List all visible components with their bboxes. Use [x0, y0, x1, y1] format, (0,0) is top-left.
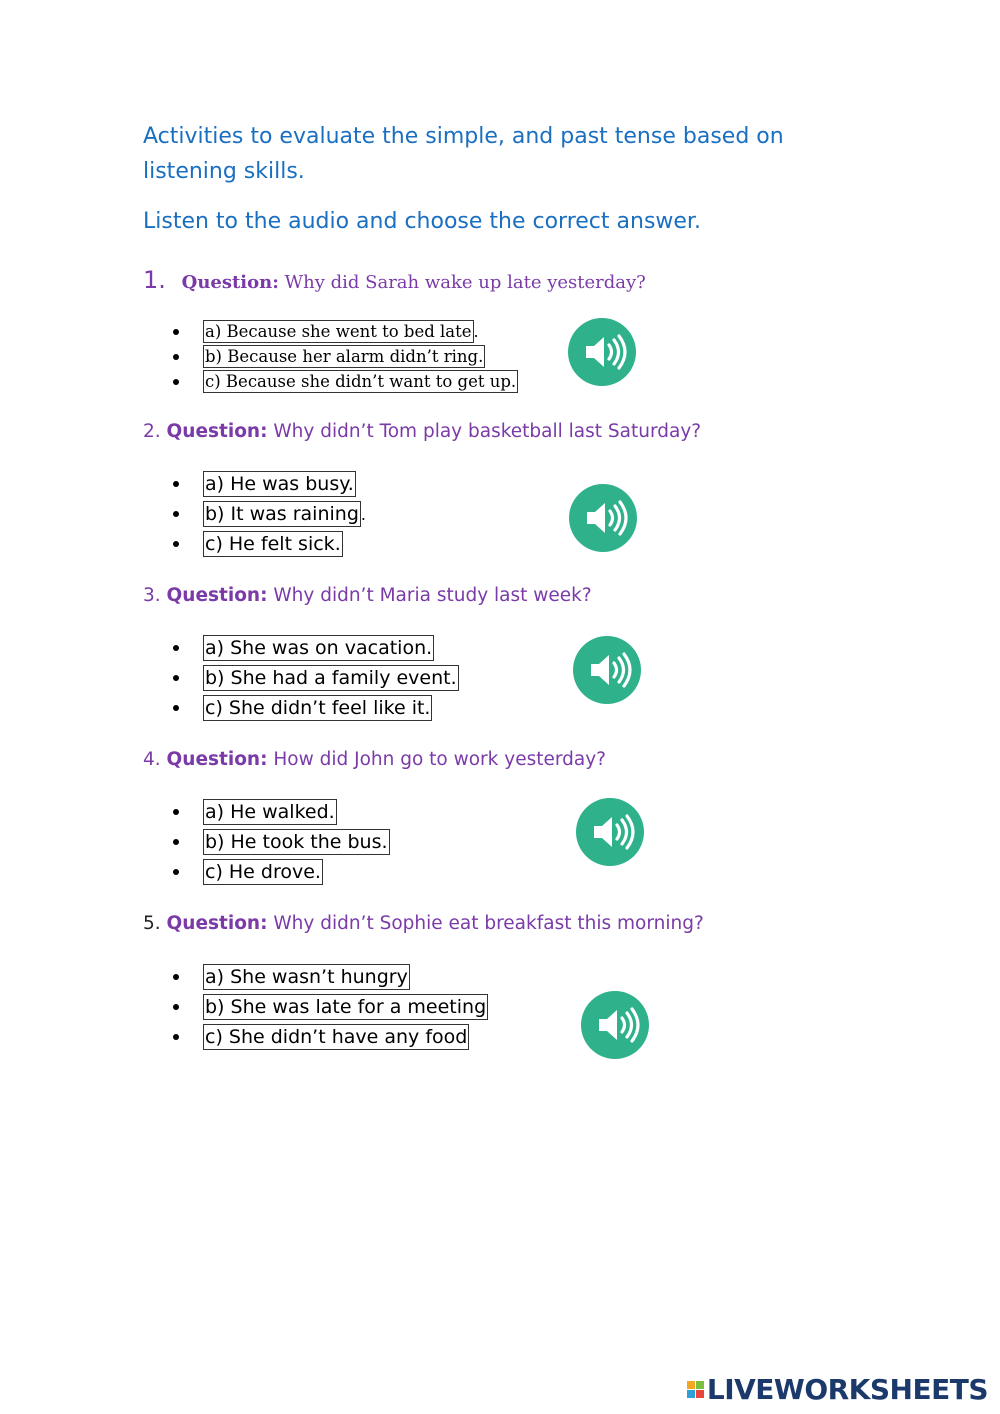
answer-options-3	[173, 633, 459, 723]
answer-box[interactable]: c) She didn’t feel like it.	[205, 697, 431, 719]
question-text: Why did Sarah wake up late yesterday?	[284, 272, 646, 293]
question-text: Why didn’t Tom play basketball last Saturday?	[273, 421, 702, 442]
answer-option	[173, 827, 390, 857]
audio-play-button-2[interactable]	[569, 484, 637, 552]
question-1	[143, 266, 646, 294]
answer-box[interactable]: b) He took the bus.	[205, 831, 388, 853]
question-label: Question:	[166, 913, 268, 934]
question-number: 3.	[143, 585, 161, 606]
liveworksheets-logo	[687, 1373, 988, 1406]
bullet-icon	[173, 839, 179, 845]
speaker-icon	[581, 991, 649, 1059]
worksheet-title: Activities to evaluate the simple, and past tense based on listening skills.	[143, 124, 784, 184]
bullet-icon	[173, 809, 179, 815]
answer-box[interactable]: a) He walked.	[205, 801, 335, 823]
audio-play-button-1[interactable]	[568, 318, 636, 386]
question-label: Question:	[166, 585, 268, 606]
bullet-icon	[173, 481, 179, 487]
answer-option	[173, 992, 488, 1022]
answer-options-2	[173, 469, 366, 559]
question-label: Question:	[166, 421, 268, 442]
answer-box[interactable]: b) She was late for a meeting	[205, 996, 487, 1018]
answer-option	[173, 529, 366, 559]
answer-option	[173, 499, 366, 529]
question-text: How did John go to work yesterday?	[273, 749, 606, 770]
answer-option	[173, 1022, 488, 1052]
bullet-icon	[173, 511, 179, 517]
bullet-icon	[173, 354, 179, 360]
answer-option	[173, 857, 390, 887]
answer-option	[173, 469, 366, 499]
question-number: 1.	[143, 266, 166, 294]
question-4	[143, 749, 606, 770]
answer-option	[173, 663, 459, 693]
question-5	[143, 913, 704, 934]
answer-option	[173, 962, 488, 992]
bullet-icon	[173, 541, 179, 547]
speaker-icon	[576, 798, 644, 866]
answer-box[interactable]: a) She was on vacation.	[205, 637, 433, 659]
answer-options-4	[173, 797, 390, 887]
answer-box[interactable]: c) She didn’t have any food	[205, 1026, 468, 1048]
logo-mark-icon	[687, 1381, 704, 1398]
bullet-icon	[173, 1034, 179, 1040]
bullet-icon	[173, 705, 179, 711]
answer-box[interactable]: a) She wasn’t hungry	[205, 966, 408, 988]
answer-box[interactable]: b) Because her alarm didn’t ring.	[205, 347, 484, 366]
speaker-icon	[573, 636, 641, 704]
bullet-icon	[173, 379, 179, 385]
answer-option	[173, 344, 518, 369]
question-3	[143, 585, 592, 606]
answer-option	[173, 693, 459, 723]
bullet-icon	[173, 645, 179, 651]
question-number: 2.	[143, 421, 161, 442]
speaker-icon	[569, 484, 637, 552]
answer-box[interactable]: a) Because she went to bed late	[205, 322, 472, 341]
bullet-icon	[173, 869, 179, 875]
question-number: 4.	[143, 749, 161, 770]
question-label: Question:	[181, 272, 279, 293]
bullet-icon	[173, 1004, 179, 1010]
audio-play-button-5[interactable]	[581, 991, 649, 1059]
question-text: Why didn’t Sophie eat breakfast this morning?	[273, 913, 704, 934]
answer-option	[173, 369, 518, 394]
bullet-icon	[173, 974, 179, 980]
question-label: Question:	[166, 749, 268, 770]
instructions: Listen to the audio and choose the correct answer.	[143, 209, 701, 234]
logo-text: LIVEWORKSHEETS	[706, 1373, 988, 1406]
answer-box[interactable]: c) He felt sick.	[205, 533, 341, 555]
bullet-icon	[173, 675, 179, 681]
question-number: 5.	[143, 913, 161, 934]
question-text: Why didn’t Maria study last week?	[273, 585, 592, 606]
question-2	[143, 421, 701, 442]
answer-box[interactable]: c) He drove.	[205, 861, 321, 883]
audio-play-button-4[interactable]	[576, 798, 644, 866]
bullet-icon	[173, 329, 179, 335]
answer-options-1	[173, 319, 518, 394]
answer-option	[173, 633, 459, 663]
answer-box[interactable]: b) It was raining	[205, 503, 359, 525]
answer-box[interactable]: c) Because she didn’t want to get up.	[205, 372, 517, 391]
audio-play-button-3[interactable]	[573, 636, 641, 704]
speaker-icon	[568, 318, 636, 386]
answer-box[interactable]: b) She had a family event.	[205, 667, 457, 689]
answer-option	[173, 797, 390, 827]
trailing-text: .	[360, 504, 366, 524]
trailing-text: .	[473, 322, 479, 341]
answer-options-5	[173, 962, 488, 1052]
answer-option	[173, 319, 518, 344]
answer-box[interactable]: a) He was busy.	[205, 473, 354, 495]
